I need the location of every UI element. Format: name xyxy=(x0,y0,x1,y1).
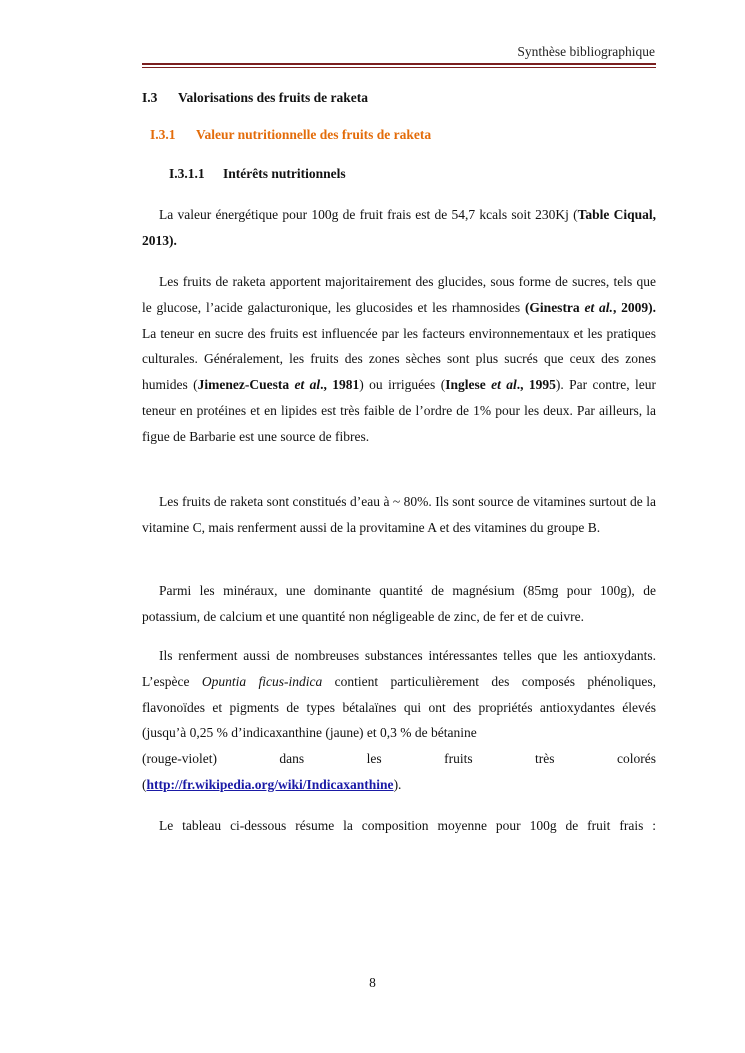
page-number: 8 xyxy=(369,975,376,990)
subsubsection-heading xyxy=(169,166,346,182)
subsection-heading xyxy=(150,127,431,143)
paragraph-energy xyxy=(142,202,656,254)
paragraph-tableau: Le tableau ci-dessous résume la composition moyenne pour 100g de fruit frais : xyxy=(159,818,656,833)
citation-etal: et al xyxy=(294,377,321,393)
header-rule-thick xyxy=(142,63,656,65)
word: (rouge-violet) xyxy=(142,751,217,767)
word: très xyxy=(535,751,555,767)
citation-jimenez xyxy=(198,377,360,392)
paragraph-mineraux: Parmi les minéraux, une dominante quantité de magnésium (85mg pour 100g), de potassium, de calcium et une quantité non négligeable de zinc, de fer et de cuivre. xyxy=(142,583,656,624)
paragraph-text: Les fruits de raketa apportent majoritairement des glucides, sous forme de sucres, tels que le glucose, l’acide galacturonique, les glucosides et les rhamnosides xyxy=(142,274,656,315)
wikipedia-link[interactable]: http://fr.wikipedia.org/wiki/Indicaxanthine xyxy=(146,776,394,792)
paragraph-glucides xyxy=(142,269,656,450)
paragraph-text: Ils renferment aussi de nombreuses substances intéressantes telles que les antioxydants. L’espèce xyxy=(142,648,656,689)
subsubsection-number: I.3.1.1 xyxy=(169,166,205,181)
paragraph-text: contient particulièrement des composés phénoliques, flavonoïdes et pigments de types bétalaïnes qui ont des propriétés antioxydantes élevés (jusqu’à 0,25 % d’indicaxanthine (jaune) et 0,3 % de bétanine xyxy=(142,673,657,741)
species-name: Opuntia ficus-indica xyxy=(201,673,323,689)
citation-author: (Ginestra xyxy=(524,299,585,315)
citation-year: , 2009). xyxy=(612,299,656,315)
citation-inglese xyxy=(445,377,556,392)
citation: Table Ciqual, 2013). xyxy=(142,207,656,248)
citation-author: Inglese xyxy=(445,377,492,393)
word: dans xyxy=(279,751,305,767)
header-rule-thin xyxy=(142,67,656,68)
citation-year: ., 1995 xyxy=(516,377,556,393)
citation-author: Jimenez-Cuesta xyxy=(197,377,295,393)
subsubsection-title: Intérêts nutritionnels xyxy=(223,166,346,181)
word: fruits xyxy=(444,751,473,767)
citation-etal: et al. xyxy=(584,299,613,315)
paragraph-vitamines: Les fruits de raketa sont constitués d’eau à ~ 80%. Ils sont source de vitamines surtout de la vitamine C, mais renferment aussi de la provitamine A et des vitamines du groupe B. xyxy=(142,494,656,535)
word: les xyxy=(366,751,382,767)
citation-etal: et al xyxy=(491,377,517,393)
citation-year: ., 1981 xyxy=(320,377,360,393)
paragraph-antioxydants xyxy=(142,643,656,798)
paren: ). xyxy=(393,776,402,792)
paragraph-text: La valeur énergétique pour 100g de fruit frais est de 54,7 kcals soit 230Kj ( xyxy=(159,207,578,222)
paren: ( xyxy=(142,776,147,792)
paragraph-text: ) ou irriguées ( xyxy=(359,377,446,393)
running-header: Synthèse bibliographique xyxy=(517,44,655,59)
subsection-number: I.3.1 xyxy=(150,127,176,142)
spaced-line xyxy=(142,746,656,772)
citation-ginestra xyxy=(525,300,656,315)
paragraph-text: ). xyxy=(555,377,570,393)
paragraph-text: La teneur en sucre des fruits est influencée par les facteurs environnementaux et les pratiques culturales. Généralement, les fruits des zones sèches sont plus sucrés que ceux des zones humides ( xyxy=(142,325,656,393)
section-number: I.3 xyxy=(142,90,158,105)
word: colorés xyxy=(616,751,656,767)
section-heading xyxy=(142,90,368,106)
section-title: Valorisations des fruits de raketa xyxy=(178,90,369,105)
link-line xyxy=(142,777,401,792)
paragraph-text: Par contre, leur teneur en protéines et en lipides est très faible de l’ordre de 1% pour les deux. Par ailleurs, la figue de Barbarie est une source de fibres. xyxy=(142,377,656,444)
subsection-title: Valeur nutritionnelle des fruits de raketa xyxy=(196,127,432,142)
